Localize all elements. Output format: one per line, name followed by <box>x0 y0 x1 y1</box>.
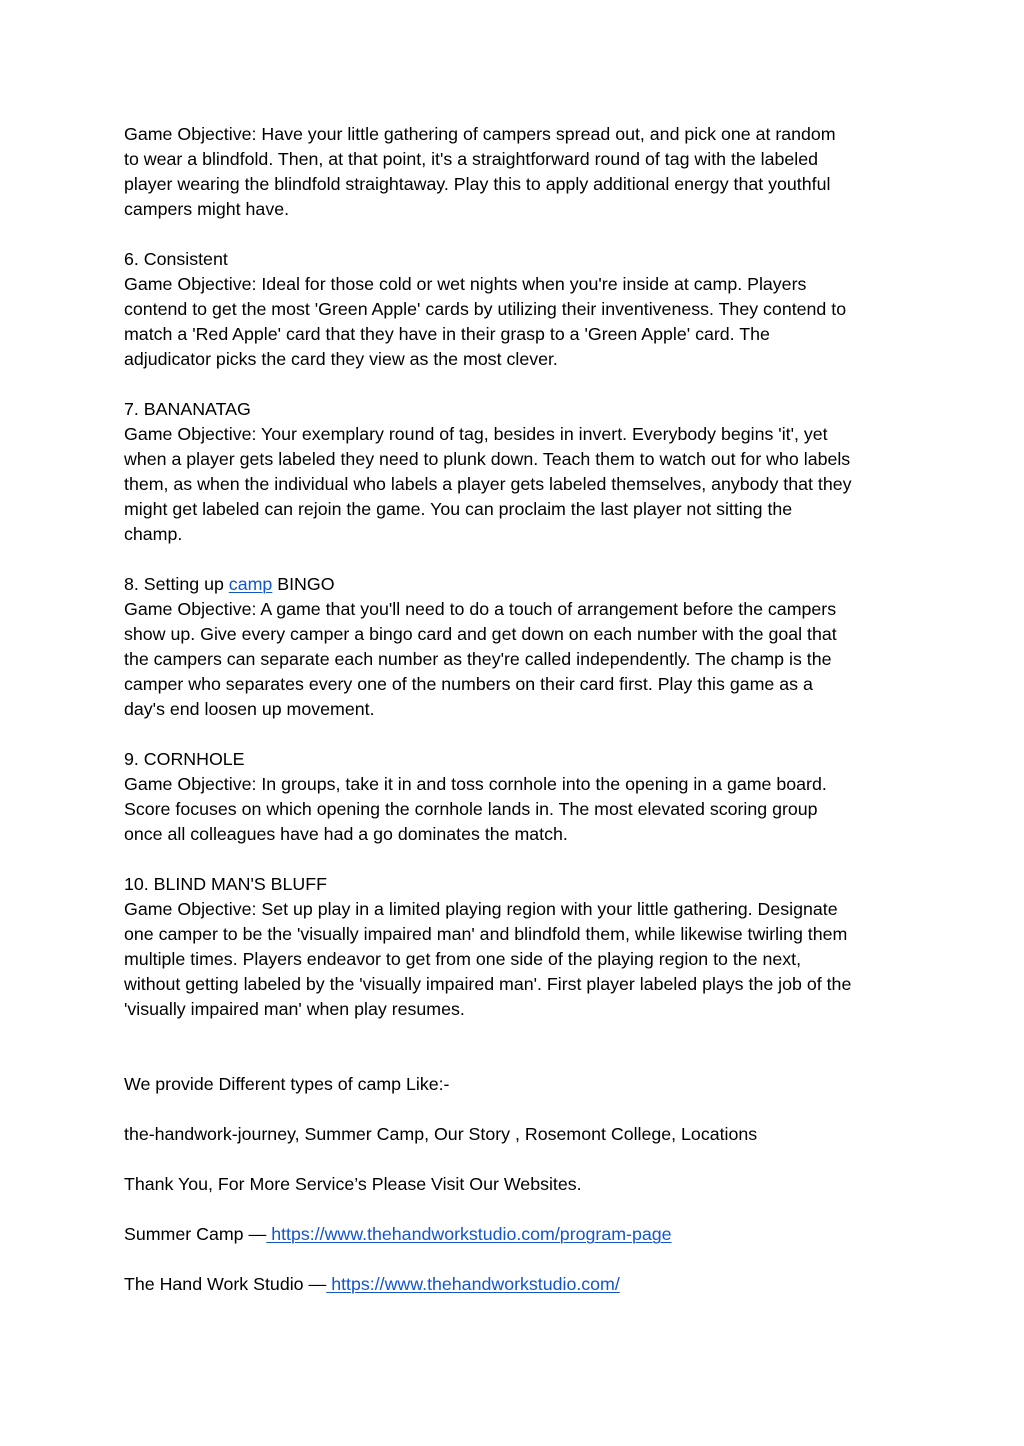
studio-line <box>124 1272 914 1297</box>
summer-camp-paragraph <box>124 1222 914 1247</box>
blank-line <box>124 1047 914 1072</box>
section-line: camper who separates every one of the numbers on their card first. Play this game as a <box>124 674 813 694</box>
section-line: Game Objective: Ideal for those cold or wet nights when you're inside at camp. Players <box>124 274 807 294</box>
section-bananatag <box>124 397 914 547</box>
intro-paragraph <box>124 122 914 222</box>
summer-camp-link[interactable]: https://www.thehandworkstudio.com/program-page <box>266 1224 672 1244</box>
section-heading <box>124 572 914 597</box>
camp-link[interactable]: camp <box>228 574 273 594</box>
section-line: once all colleagues have had a go dominates the match. <box>124 824 568 844</box>
section-line: contend to get the most 'Green Apple' cards by utilizing their inventiveness. They contend to <box>124 299 847 319</box>
intro-line: player wearing the blindfold straightaway. Play this to apply additional energy that youthful <box>124 174 831 194</box>
section-line: them, as when the individual who labels a player gets labeled themselves, anybody that they <box>124 474 852 494</box>
section-line: match a 'Red Apple' card that they have in their grasp to a 'Green Apple' card. The <box>124 324 770 344</box>
summer-camp-label: Summer Camp — <box>124 1224 267 1244</box>
studio-paragraph <box>124 1272 914 1297</box>
provide-text: We provide Different types of camp Like:- <box>124 1074 450 1094</box>
section-line: Game Objective: Set up play in a limited playing region with your little gathering. Designate <box>124 899 838 919</box>
intro-line: Game Objective: Have your little gathering of campers spread out, and pick one at random <box>124 124 836 144</box>
section-line: without getting labeled by the 'visually impaired man'. First player labeled plays the job of the <box>124 974 852 994</box>
section-heading: 10. BLIND MAN'S BLUFF <box>124 874 327 894</box>
section-heading: 7. BANANATAG <box>124 399 251 419</box>
section-blind-mans-bluff <box>124 872 914 1022</box>
document-page <box>124 122 914 1322</box>
section-heading: 9. CORNHOLE <box>124 749 245 769</box>
heading-suffix: BINGO <box>272 574 335 594</box>
section-cornhole <box>124 747 914 847</box>
section-heading: 6. Consistent <box>124 249 228 269</box>
section-line: Game Objective: In groups, take it in and toss cornhole into the opening in a game board. <box>124 774 827 794</box>
section-consistent <box>124 247 914 372</box>
section-line: multiple times. Players endeavor to get from one side of the playing region to the next, <box>124 949 802 969</box>
section-line: adjudicator picks the card they view as the most clever. <box>124 349 558 369</box>
section-camp-bingo <box>124 572 914 722</box>
section-line: day's end loosen up movement. <box>124 699 375 719</box>
section-line: one camper to be the 'visually impaired man' and blindfold them, while likewise twirling them <box>124 924 848 944</box>
section-line: Game Objective: Your exemplary round of tag, besides in invert. Everybody begins 'it', yet <box>124 424 828 444</box>
studio-link[interactable]: https://www.thehandworkstudio.com/ <box>326 1274 620 1294</box>
section-line: champ. <box>124 524 183 544</box>
section-line: Game Objective: A game that you'll need to do a touch of arrangement before the campers <box>124 599 837 619</box>
intro-line: campers might have. <box>124 199 290 219</box>
thank-you-text: Thank You, For More Service’s Please Visit Our Websites. <box>124 1174 582 1194</box>
summer-camp-line <box>124 1222 914 1247</box>
studio-label: The Hand Work Studio — <box>124 1274 327 1294</box>
section-line: show up. Give every camper a bingo card and get down on each number with the goal that <box>124 624 837 644</box>
section-line: 'visually impaired man' when play resumes. <box>124 999 465 1019</box>
intro-line: to wear a blindfold. Then, at that point, it's a straightforward round of tag with the labeled <box>124 149 818 169</box>
heading-prefix: 8. Setting up <box>124 574 229 594</box>
section-line: when a player gets labeled they need to plunk down. Teach them to watch out for who labels <box>124 449 851 469</box>
camp-list-text: the-handwork-journey, Summer Camp, Our Story , Rosemont College, Locations <box>124 1124 758 1144</box>
section-line: Score focuses on which opening the cornhole lands in. The most elevated scoring group <box>124 799 818 819</box>
section-line: the campers can separate each number as they're called independently. The champ is the <box>124 649 832 669</box>
provide-paragraph <box>124 1072 914 1097</box>
camp-list-paragraph <box>124 1122 914 1147</box>
section-line: might get labeled can rejoin the game. You can proclaim the last player not sitting the <box>124 499 793 519</box>
thank-you-paragraph <box>124 1172 914 1197</box>
